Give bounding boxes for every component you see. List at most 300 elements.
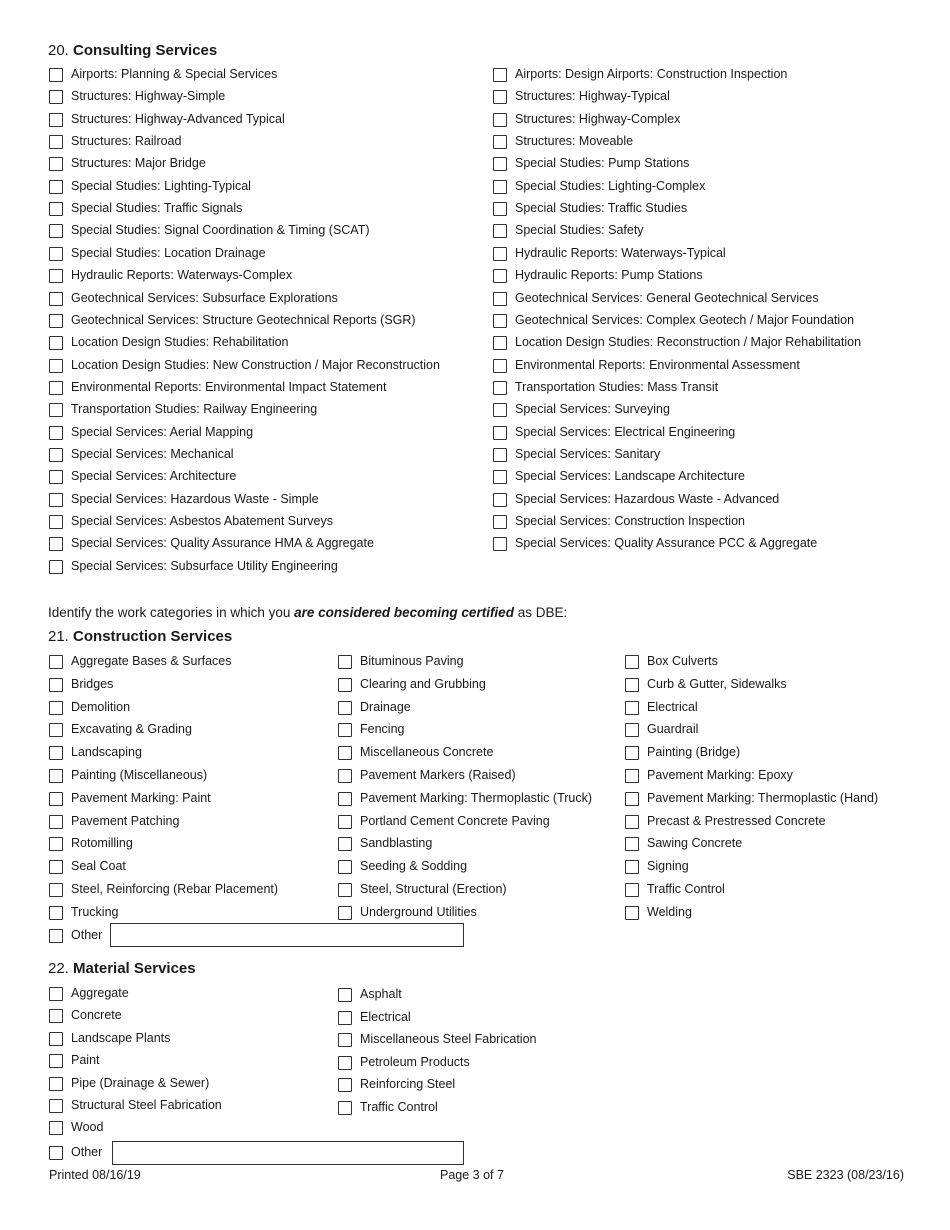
checkbox-label: Reinforcing Steel xyxy=(360,1077,456,1091)
checkbox-item[interactable] xyxy=(625,902,692,922)
material-other-checkbox[interactable] xyxy=(49,1146,63,1160)
consulting-number: 20. xyxy=(48,42,69,59)
checkbox[interactable] xyxy=(49,1121,63,1135)
checkbox-item[interactable] xyxy=(493,399,670,419)
checkbox-item[interactable] xyxy=(49,856,126,876)
intro-emphasis: are considered becoming certified xyxy=(294,605,514,620)
construction-other-input[interactable] xyxy=(110,923,464,947)
checkbox-item[interactable] xyxy=(338,833,432,853)
checkbox-label: Special Services: Hazardous Waste - Advanced xyxy=(515,492,780,506)
checkbox-label: Pavement Marking: Thermoplastic (Truck) xyxy=(360,791,593,805)
checkbox-label: Pavement Marking: Thermoplastic (Hand) xyxy=(647,791,879,805)
checkbox[interactable] xyxy=(625,860,639,874)
checkbox[interactable] xyxy=(338,860,352,874)
checkbox-label: Special Studies: Safety xyxy=(515,223,644,237)
checkbox-item[interactable] xyxy=(493,288,819,308)
checkbox[interactable] xyxy=(338,701,352,715)
checkbox-item[interactable] xyxy=(49,1073,209,1093)
checkbox-label: Hydraulic Reports: Pump Stations xyxy=(515,268,703,282)
checkbox-item[interactable] xyxy=(338,1007,411,1027)
checkbox-label: Structures: Moveable xyxy=(515,134,634,148)
checkbox-label: Special Services: Hazardous Waste - Simple xyxy=(71,492,319,506)
checkbox-label: Paint xyxy=(71,1053,100,1067)
checkbox-item[interactable] xyxy=(49,983,129,1003)
checkbox-label: Geotechnical Services: Subsurface Explorations xyxy=(71,291,338,305)
checkbox-label: Special Services: Mechanical xyxy=(71,447,234,461)
construction-title: Construction Services xyxy=(73,628,233,645)
checkbox[interactable] xyxy=(49,180,63,194)
checkbox-label: Petroleum Products xyxy=(360,1055,470,1069)
checkbox-label: Special Services: Subsurface Utility Engineering xyxy=(71,559,338,573)
checkbox-label: Special Services: Asbestos Abatement Surveys xyxy=(71,514,333,528)
checkbox-label: Seeding & Sodding xyxy=(360,859,468,873)
checkbox[interactable] xyxy=(49,655,63,669)
checkbox[interactable] xyxy=(493,224,507,238)
checkbox[interactable] xyxy=(493,269,507,283)
checkbox-item[interactable] xyxy=(49,1005,122,1025)
checkbox[interactable] xyxy=(493,292,507,306)
checkbox-label: Pavement Marking: Epoxy xyxy=(647,768,793,782)
checkbox-label: Special Studies: Signal Coordination & Timing (SCAT) xyxy=(71,223,370,237)
checkbox-item[interactable] xyxy=(49,651,232,671)
checkbox-item[interactable] xyxy=(49,310,416,330)
checkbox-item[interactable] xyxy=(49,243,266,263)
checkbox-item[interactable] xyxy=(625,765,793,785)
checkbox[interactable] xyxy=(49,987,63,1001)
checkbox[interactable] xyxy=(625,792,639,806)
checkbox-label: Signing xyxy=(647,859,689,873)
checkbox[interactable] xyxy=(49,1077,63,1091)
checkbox-item[interactable] xyxy=(338,1074,455,1094)
checkbox[interactable] xyxy=(49,1032,63,1046)
checkbox[interactable] xyxy=(338,988,352,1002)
material-other-item[interactable] xyxy=(49,1142,102,1162)
checkbox-item[interactable] xyxy=(49,1117,103,1137)
checkbox[interactable] xyxy=(493,113,507,127)
checkbox-label: Guardrail xyxy=(647,722,699,736)
checkbox-item[interactable] xyxy=(49,153,206,173)
checkbox-item[interactable] xyxy=(49,131,181,151)
checkbox-label: Special Studies: Traffic Signals xyxy=(71,201,243,215)
checkbox-item[interactable] xyxy=(625,719,698,739)
checkbox-item[interactable] xyxy=(49,1028,170,1048)
checkbox-item[interactable] xyxy=(493,220,644,240)
checkbox-item[interactable] xyxy=(493,355,800,375)
checkbox[interactable] xyxy=(49,470,63,484)
checkbox-label: Asphalt xyxy=(360,987,402,1001)
checkbox[interactable] xyxy=(49,135,63,149)
checkbox-item[interactable] xyxy=(49,176,251,196)
checkbox[interactable] xyxy=(625,655,639,669)
checkbox-item[interactable] xyxy=(49,765,207,785)
checkbox[interactable] xyxy=(338,769,352,783)
checkbox-label: Special Services: Electrical Engineering xyxy=(515,425,736,439)
checkbox-label: Bituminous Paving xyxy=(360,654,464,668)
checkbox-label: Special Services: Construction Inspection xyxy=(515,514,745,528)
checkbox-label: Electrical xyxy=(360,1010,411,1024)
checkbox-label: Hydraulic Reports: Waterways-Complex xyxy=(71,268,293,282)
checkbox-item[interactable] xyxy=(49,1095,222,1115)
checkbox-item[interactable] xyxy=(49,719,192,739)
checkbox-item[interactable] xyxy=(338,984,402,1004)
checkbox-item[interactable] xyxy=(49,674,113,694)
checkbox[interactable] xyxy=(338,906,352,920)
checkbox-item[interactable] xyxy=(49,444,234,464)
checkbox-item[interactable] xyxy=(338,719,404,739)
checkbox[interactable] xyxy=(49,537,63,551)
checkbox[interactable] xyxy=(625,678,639,692)
checkbox-item[interactable] xyxy=(49,489,319,509)
checkbox[interactable] xyxy=(625,837,639,851)
checkbox-label: Painting (Miscellaneous) xyxy=(71,768,208,782)
checkbox-label: Landscaping xyxy=(71,745,142,759)
checkbox[interactable] xyxy=(493,90,507,104)
checkbox[interactable] xyxy=(493,403,507,417)
checkbox[interactable] xyxy=(49,202,63,216)
checkbox[interactable] xyxy=(493,202,507,216)
checkbox-item[interactable] xyxy=(493,422,735,442)
checkbox-label: Wood xyxy=(71,1120,104,1134)
checkbox-item[interactable] xyxy=(625,811,826,831)
checkbox-item[interactable] xyxy=(49,198,242,218)
checkbox-item[interactable] xyxy=(625,697,698,717)
checkbox[interactable] xyxy=(338,1078,352,1092)
checkbox[interactable] xyxy=(49,678,63,692)
checkbox-label: Portland Cement Concrete Paving xyxy=(360,814,550,828)
checkbox-item[interactable] xyxy=(493,444,660,464)
checkbox[interactable] xyxy=(49,746,63,760)
checkbox-label: Special Services: Quality Assurance PCC & Aggregate xyxy=(515,536,818,550)
checkbox[interactable] xyxy=(493,157,507,171)
checkbox-item[interactable] xyxy=(338,697,411,717)
checkbox-label: Steel, Reinforcing (Rebar Placement) xyxy=(71,882,279,896)
construction-number: 21. xyxy=(48,628,69,645)
checkbox-label: Steel, Structural (Erection) xyxy=(360,882,507,896)
checkbox-item[interactable] xyxy=(493,109,680,129)
checkbox-label: Precast & Prestressed Concrete xyxy=(647,814,826,828)
checkbox[interactable] xyxy=(49,68,63,82)
checkbox[interactable] xyxy=(338,792,352,806)
checkbox-item[interactable] xyxy=(338,651,464,671)
checkbox-item[interactable] xyxy=(49,64,277,84)
checkbox[interactable] xyxy=(625,883,639,897)
checkbox[interactable] xyxy=(625,746,639,760)
checkbox-label: Special Studies: Pump Stations xyxy=(515,156,690,170)
checkbox-label: Special Services: Architecture xyxy=(71,469,237,483)
checkbox-label: Special Studies: Lighting-Typical xyxy=(71,179,251,193)
checkbox-label: Pavement Marking: Paint xyxy=(71,791,211,805)
checkbox[interactable] xyxy=(338,655,352,669)
checkbox-item[interactable] xyxy=(338,902,477,922)
checkbox[interactable] xyxy=(49,292,63,306)
checkbox-label: Transportation Studies: Mass Transit xyxy=(515,380,719,394)
checkbox-item[interactable] xyxy=(338,788,592,808)
checkbox-item[interactable] xyxy=(625,674,787,694)
checkbox-label: Box Culverts xyxy=(647,654,718,668)
checkbox-label: Miscellaneous Steel Fabrication xyxy=(360,1032,537,1046)
checkbox-label: Underground Utilities xyxy=(360,905,477,919)
checkbox[interactable] xyxy=(625,906,639,920)
checkbox-item[interactable] xyxy=(493,377,718,397)
checkbox-label: Location Design Studies: Rehabilitation xyxy=(71,335,289,349)
checkbox-label: Special Services: Sanitary xyxy=(515,447,661,461)
checkbox[interactable] xyxy=(49,247,63,261)
checkbox-item[interactable] xyxy=(49,811,179,831)
checkbox-label: Geotechnical Services: General Geotechnical Services xyxy=(515,291,819,305)
checkbox-label: Special Services: Quality Assurance HMA & Aggregate xyxy=(71,536,374,550)
checkbox[interactable] xyxy=(49,1054,63,1068)
checkbox[interactable] xyxy=(338,815,352,829)
checkbox-item[interactable] xyxy=(625,651,718,671)
checkbox-item[interactable] xyxy=(49,86,225,106)
checkbox-label: Location Design Studies: Reconstruction / Major Rehabilitation xyxy=(515,335,862,349)
checkbox-item[interactable] xyxy=(49,109,285,129)
checkbox-item[interactable] xyxy=(493,265,703,285)
checkbox-item[interactable] xyxy=(625,788,878,808)
checkbox-label: Structures: Major Bridge xyxy=(71,156,206,170)
checkbox[interactable] xyxy=(493,537,507,551)
checkbox-label: Structures: Highway-Typical xyxy=(515,89,670,103)
checkbox[interactable] xyxy=(49,515,63,529)
checkbox-item[interactable] xyxy=(49,833,133,853)
intro-before: Identify the work categories in which you xyxy=(48,605,295,620)
checkbox-label: Bridges xyxy=(71,677,114,691)
checkbox-item[interactable] xyxy=(493,489,779,509)
checkbox[interactable] xyxy=(49,381,63,395)
checkbox[interactable] xyxy=(625,815,639,829)
checkbox-item[interactable] xyxy=(493,198,687,218)
checkbox-item[interactable] xyxy=(625,833,742,853)
material-number: 22. xyxy=(48,960,69,977)
checkbox[interactable] xyxy=(625,701,639,715)
checkbox-label: Special Services: Landscape Architecture xyxy=(515,469,745,483)
checkbox[interactable] xyxy=(49,560,63,574)
checkbox-item[interactable] xyxy=(49,742,142,762)
checkbox-label: Pavement Markers (Raised) xyxy=(360,768,516,782)
checkbox-label: Concrete xyxy=(71,1008,122,1022)
checkbox[interactable] xyxy=(49,314,63,328)
checkbox[interactable] xyxy=(338,1011,352,1025)
checkbox[interactable] xyxy=(49,448,63,462)
checkbox-item[interactable] xyxy=(493,176,705,196)
checkbox-item[interactable] xyxy=(338,1097,438,1117)
footer-form-id: SBE 2323 (08/23/16) xyxy=(787,1168,904,1182)
checkbox-label: Location Design Studies: New Construction / Major Reconstruction xyxy=(71,358,440,372)
checkbox[interactable] xyxy=(49,837,63,851)
checkbox-item[interactable] xyxy=(338,879,507,899)
checkbox-label: Sandblasting xyxy=(360,836,433,850)
checkbox[interactable] xyxy=(493,470,507,484)
checkbox-label: Special Studies: Location Drainage xyxy=(71,246,266,260)
checkbox[interactable] xyxy=(49,157,63,171)
consulting-heading xyxy=(48,42,217,59)
checkbox[interactable] xyxy=(49,701,63,715)
checkbox[interactable] xyxy=(49,336,63,350)
checkbox[interactable] xyxy=(493,314,507,328)
checkbox[interactable] xyxy=(49,723,63,737)
checkbox[interactable] xyxy=(338,1101,352,1115)
checkbox-label: Clearing and Grubbing xyxy=(360,677,486,691)
checkbox-item[interactable] xyxy=(625,742,740,762)
checkbox-item[interactable] xyxy=(49,533,374,553)
checkbox-label: Pavement Patching xyxy=(71,814,180,828)
checkbox-label: Aggregate Bases & Surfaces xyxy=(71,654,232,668)
checkbox-label: Curb & Gutter, Sidewalks xyxy=(647,677,787,691)
checkbox-item[interactable] xyxy=(625,879,725,899)
checkbox-label: Traffic Control xyxy=(360,1100,438,1114)
checkbox[interactable] xyxy=(338,837,352,851)
checkbox[interactable] xyxy=(338,678,352,692)
checkbox[interactable] xyxy=(493,426,507,440)
material-title: Material Services xyxy=(73,960,196,977)
checkbox-label: Geotechnical Services: Structure Geotechnical Reports (SGR) xyxy=(71,313,416,327)
checkbox-label: Airports: Planning & Special Services xyxy=(71,67,278,81)
checkbox[interactable] xyxy=(625,769,639,783)
checkbox-item[interactable] xyxy=(493,533,817,553)
material-other-input[interactable] xyxy=(112,1141,464,1165)
checkbox-label: Special Services: Aerial Mapping xyxy=(71,425,254,439)
checkbox-item[interactable] xyxy=(625,856,689,876)
checkbox-item[interactable] xyxy=(49,355,440,375)
checkbox-label: Transportation Studies: Railway Engineering xyxy=(71,402,318,416)
checkbox[interactable] xyxy=(49,906,63,920)
checkbox-item[interactable] xyxy=(338,811,550,831)
checkbox[interactable] xyxy=(49,113,63,127)
checkbox[interactable] xyxy=(493,180,507,194)
checkbox-label: Structures: Highway-Advanced Typical xyxy=(71,112,285,126)
checkbox-item[interactable] xyxy=(49,466,236,486)
checkbox-label: Environmental Reports: Environmental Assessment xyxy=(515,358,800,372)
checkbox-label: Special Studies: Traffic Studies xyxy=(515,201,688,215)
checkbox[interactable] xyxy=(49,426,63,440)
intro-text xyxy=(48,605,567,620)
construction-other-label: Other xyxy=(71,928,103,942)
checkbox-label: Seal Coat xyxy=(71,859,126,873)
checkbox-item[interactable] xyxy=(49,697,130,717)
checkbox-item[interactable] xyxy=(493,86,670,106)
checkbox[interactable] xyxy=(493,247,507,261)
checkbox[interactable] xyxy=(49,792,63,806)
checkbox[interactable] xyxy=(493,381,507,395)
checkbox-item[interactable] xyxy=(49,332,289,352)
checkbox-item[interactable] xyxy=(493,466,745,486)
checkbox-item[interactable] xyxy=(493,243,726,263)
checkbox[interactable] xyxy=(493,359,507,373)
footer-printed: Printed 08/16/19 xyxy=(49,1168,141,1182)
checkbox-label: Structures: Highway-Complex xyxy=(515,112,681,126)
checkbox[interactable] xyxy=(338,883,352,897)
checkbox-label: Sawing Concrete xyxy=(647,836,743,850)
checkbox-item[interactable] xyxy=(493,153,689,173)
checkbox-item[interactable] xyxy=(49,399,317,419)
checkbox-label: Structural Steel Fabrication xyxy=(71,1098,222,1112)
checkbox[interactable] xyxy=(625,723,639,737)
checkbox[interactable] xyxy=(49,403,63,417)
checkbox-item[interactable] xyxy=(338,674,486,694)
checkbox-item[interactable] xyxy=(49,288,338,308)
consulting-title: Consulting Services xyxy=(73,42,218,59)
checkbox-item[interactable] xyxy=(493,64,787,84)
checkbox[interactable] xyxy=(49,883,63,897)
checkbox[interactable] xyxy=(49,860,63,874)
checkbox[interactable] xyxy=(493,135,507,149)
checkbox[interactable] xyxy=(338,1033,352,1047)
checkbox[interactable] xyxy=(49,815,63,829)
checkbox[interactable] xyxy=(49,269,63,283)
checkbox-item[interactable] xyxy=(338,1052,470,1072)
checkbox-item[interactable] xyxy=(338,856,467,876)
checkbox-label: Demolition xyxy=(71,700,131,714)
checkbox-item[interactable] xyxy=(493,131,633,151)
checkbox-label: Fencing xyxy=(360,722,405,736)
checkbox-label: Painting (Bridge) xyxy=(647,745,741,759)
checkbox-item[interactable] xyxy=(49,422,253,442)
checkbox-item[interactable] xyxy=(49,1050,100,1070)
checkbox-item[interactable] xyxy=(49,556,338,576)
checkbox-label: Miscellaneous Concrete xyxy=(360,745,494,759)
checkbox-item[interactable] xyxy=(49,377,386,397)
checkbox-label: Trucking xyxy=(71,905,119,919)
checkbox-item[interactable] xyxy=(493,332,861,352)
checkbox[interactable] xyxy=(338,746,352,760)
checkbox-label: Rotomilling xyxy=(71,836,133,850)
checkbox-label: Hydraulic Reports: Waterways-Typical xyxy=(515,246,726,260)
checkbox-item[interactable] xyxy=(49,265,292,285)
checkbox-label: Geotechnical Services: Complex Geotech / Major Foundation xyxy=(515,313,855,327)
checkbox-item[interactable] xyxy=(338,765,516,785)
checkbox[interactable] xyxy=(493,336,507,350)
checkbox-label: Welding xyxy=(647,905,692,919)
checkbox[interactable] xyxy=(338,723,352,737)
checkbox-item[interactable] xyxy=(493,310,854,330)
checkbox[interactable] xyxy=(493,493,507,507)
checkbox-item[interactable] xyxy=(49,879,278,899)
material-other-label: Other xyxy=(71,1145,103,1159)
checkbox[interactable] xyxy=(493,448,507,462)
construction-other-item[interactable] xyxy=(49,925,102,945)
checkbox-label: Excavating & Grading xyxy=(71,722,192,736)
intro-after: as DBE: xyxy=(513,605,568,620)
checkbox[interactable] xyxy=(493,68,507,82)
checkbox[interactable] xyxy=(49,90,63,104)
checkbox-label: Structures: Railroad xyxy=(71,134,182,148)
checkbox-item[interactable] xyxy=(49,902,118,922)
checkbox[interactable] xyxy=(49,359,63,373)
checkbox-item[interactable] xyxy=(49,788,211,808)
checkbox-item[interactable] xyxy=(493,511,745,531)
checkbox-label: Aggregate xyxy=(71,986,129,1000)
checkbox-label: Airports: Design Airports: Construction Inspection xyxy=(515,67,788,81)
checkbox-label: Environmental Reports: Environmental Impact Statement xyxy=(71,380,387,394)
checkbox[interactable] xyxy=(493,515,507,529)
checkbox-item[interactable] xyxy=(49,511,333,531)
checkbox-label: Special Services: Surveying xyxy=(515,402,670,416)
checkbox[interactable] xyxy=(49,493,63,507)
checkbox-item[interactable] xyxy=(338,742,493,762)
checkbox[interactable] xyxy=(49,224,63,238)
checkbox-item[interactable] xyxy=(338,1029,536,1049)
checkbox-label: Special Studies: Lighting-Complex xyxy=(515,179,706,193)
checkbox[interactable] xyxy=(338,1056,352,1070)
footer-page-number: Page 3 of 7 xyxy=(440,1168,504,1182)
checkbox[interactable] xyxy=(49,1009,63,1023)
checkbox[interactable] xyxy=(49,769,63,783)
checkbox-label: Landscape Plants xyxy=(71,1031,171,1045)
construction-other-checkbox[interactable] xyxy=(49,929,63,943)
checkbox-item[interactable] xyxy=(49,220,370,240)
checkbox-label: Traffic Control xyxy=(647,882,725,896)
checkbox[interactable] xyxy=(49,1099,63,1113)
